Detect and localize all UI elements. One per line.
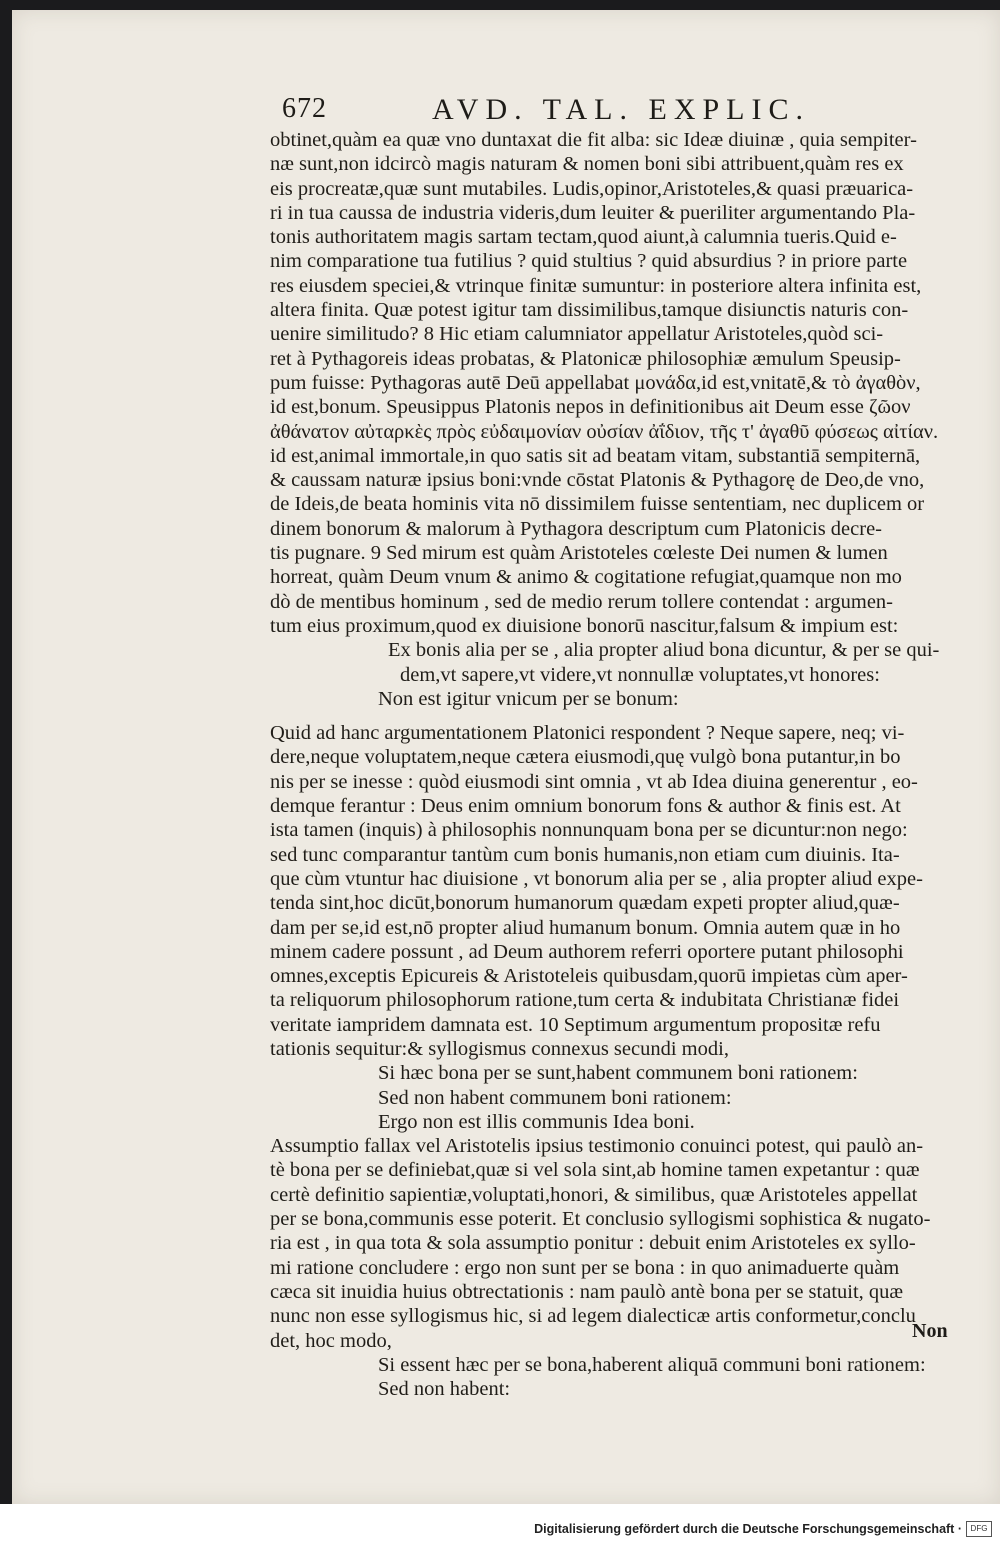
text-line: id est,bonum. Speusippus Platonis nepos in definitionibus ait Deum esse ζῶον: [270, 396, 911, 419]
text-line: Ergo non est illis communis Idea boni.: [378, 1110, 695, 1133]
text-line: Sed non habent communem boni rationem:: [378, 1086, 732, 1109]
text-line: demque ferantur : Deus enim omnium bonorum fons & author & finis est. At: [270, 795, 901, 818]
funding-credit: Digitalisierung gefördert durch die Deutsche Forschungsgemeinschaft ·: [534, 1522, 962, 1536]
text-line: altera finita. Quæ potest igitur tam dissimilibus,tamque disiunctis naturis con-: [270, 299, 909, 322]
text-line: certè definitio sapientiæ,voluptati,honori, & similibus, quæ Aristoteles appellat: [270, 1183, 918, 1206]
text-line: tonis authoritatem magis sartam tectam,quod aiunt,à calumnia tueris.Quid e-: [270, 226, 897, 249]
text-line: det, hoc modo,: [270, 1329, 392, 1352]
text-line: mi ratione concludere : ergo non sunt per se bona : in quo animaduerte quàm: [270, 1256, 900, 1279]
text-line: nunc non esse syllogismus hic, si ad legem dialecticæ artis conformetur,conclu: [270, 1305, 916, 1328]
text-line: Non est igitur vnicum per se bonum:: [378, 687, 679, 710]
text-line: dere,neque voluptatem,neque cætera eiusmodi,quę vulgò bona putantur,in bo: [270, 746, 901, 769]
text-line: de Ideis,de beata hominis vita nō dissimilem fuisse sententiam, nec duplicem or: [270, 493, 925, 516]
text-line: ἀθάνατον αὐταρκὲς πρὸς εὐδαιμονίαν οὐσίαν ἀΐδιον, τῆς τ' ἀγαθῦ φύσεως αἰτίαν.: [270, 420, 939, 443]
text-line: res eiusdem speciei,& vtrinque finitæ sumuntur: in posteriore altera infinita est,: [270, 274, 922, 297]
text-line: eis procreatæ,quæ sunt mutabiles. Ludis,opinor,Aristoteles,& quasi præuarica-: [270, 177, 914, 200]
text-line: Ex bonis alia per se , alia propter aliud bona dicuntur, & per se qui-: [388, 639, 940, 662]
text-line: id est,animal immortale,in quo satis sit ad beatam vitam, substantiā sempiternā,: [270, 444, 921, 467]
text-line: tum eius proximum,quod ex diuisione bonorū nascitur,falsum & impium est:: [270, 614, 899, 637]
text-line: tis pugnare. 9 Sed mirum est quàm Aristoteles cœleste Dei numen & lumen: [270, 542, 888, 565]
text-line: horreat, quàm Deum vnum & animo & cogitatione refugiat,quamque non mo: [270, 566, 902, 589]
text-line: veritate iampridem damnata est. 10 Septimum argumentum propositæ refu: [270, 1013, 881, 1036]
text-line: Si essent hæc per se bona,haberent aliquā communi boni rationem:: [378, 1353, 926, 1376]
page-number: 672: [282, 93, 327, 124]
text-line: Si hæc bona per se sunt,habent communem boni rationem:: [378, 1062, 858, 1085]
text-line: tenda sint,hoc dicūt,bonorum humanorum quædam expeti propter aliud,quæ-: [270, 892, 900, 915]
body-text: [270, 128, 970, 1401]
text-line: Quid ad hanc argumentationem Platonici respondent ? Neque sapere, neq; vi-: [270, 722, 905, 745]
text-line: ria est , in qua tota & sola assumptio ponitur : debuit enim Aristoteles ex syllo-: [270, 1232, 916, 1255]
text-line: tè bona per se definiebat,quæ si vel sola sint,ab homine tamen expetantur : quæ: [270, 1159, 920, 1182]
text-line: nim comparatione tua futilius ? quid stultius ? quid absurdius ? in priore parte: [270, 250, 908, 273]
text-line: Assumptio fallax vel Aristotelis ipsius testimonio conuinci potest, qui paulò an-: [270, 1135, 924, 1158]
running-head: AVD. TAL. EXPLIC.: [432, 93, 810, 126]
text-line: obtinet,quàm ea quæ vno duntaxat die fit alba: sic Ideæ diuinæ , quia sempiter-: [270, 129, 917, 151]
text-line: uenire similitudo? 8 Hic etiam calumniator appellatur Aristoteles,quòd sci-: [270, 323, 884, 346]
text-line: dam per se,id est,nō propter aliud humanum bonum. Omnia autem quæ in ho: [270, 916, 901, 939]
text-line: Sed non habent:: [378, 1378, 511, 1401]
text-line: pum fuisse: Pythagoras autē Deū appellabat μονάδα,id est,vnitatē,& τὸ ἀγαθὸν,: [270, 371, 921, 394]
text-line: ista tamen (inquis) à philosophis nonnunquam bona per se dicuntur:non nego:: [270, 819, 908, 842]
text-line: minem cadere possunt , ad Deum authorem referri oportere putant philosophi: [270, 940, 904, 963]
text-line: tationis sequitur:& syllogismus connexus secundi modi,: [270, 1037, 729, 1060]
text-line: dem,vt sapere,vt videre,vt nonnullæ voluptates,vt honores:: [400, 663, 880, 686]
text-line: nis per se inesse : quòd eiusmodi sint omnia , vt ab Idea diuina generentur , eo-: [270, 770, 918, 793]
text-line: ta reliquorum philosophorum ratione,tum certa & indubitata Christianæ fidei: [270, 989, 900, 1012]
text-line: næ sunt,non idcircò magis naturam & nomen boni sibi attribuent,quàm res ex: [270, 153, 904, 176]
text-line: que cùm vtuntur hac diuisione , vt bonorum alia per se , alia propter aliud expe-: [270, 867, 923, 890]
text-line: & caussam naturæ ipsius boni:vnde cōstat Platonis & Pythagorę de Deo,de vno,: [270, 469, 925, 492]
text-line: dò de mentibus hominum , sed de medio rerum tollere contendat : argumen-: [270, 590, 894, 613]
text-line: dinem bonorum & malorum à Pythagora descriptum cum Platonicis decre-: [270, 517, 883, 540]
text-line: omnes,exceptis Epicureis & Aristoteleis quibusdam,quorū impietas cùm aper-: [270, 965, 908, 988]
text-line: per se bona,communis esse poterit. Et conclusio syllogismi sophistica & nugato-: [270, 1208, 931, 1231]
text-line: sed tunc comparantur tantùm cum bonis humanis,non etiam cum diuinis. Ita-: [270, 843, 900, 866]
footer-bar: [0, 1504, 1000, 1545]
text-line: ret à Pythagoreis ideas probatas, & Platonicæ philosophiæ æmulum Speusip-: [270, 347, 901, 370]
catchword: Non: [912, 1320, 948, 1342]
text-line: [270, 711, 970, 721]
text-line: ri in tua caussa de industria videris,dum leuiter & pueriliter argumentando Pla-: [270, 201, 916, 224]
text-line: cæca sit inuidia huius obtrectationis : nam paulò antè bona per se statuit, quæ: [270, 1280, 904, 1303]
dfg-logo-icon: DFG: [966, 1521, 992, 1537]
